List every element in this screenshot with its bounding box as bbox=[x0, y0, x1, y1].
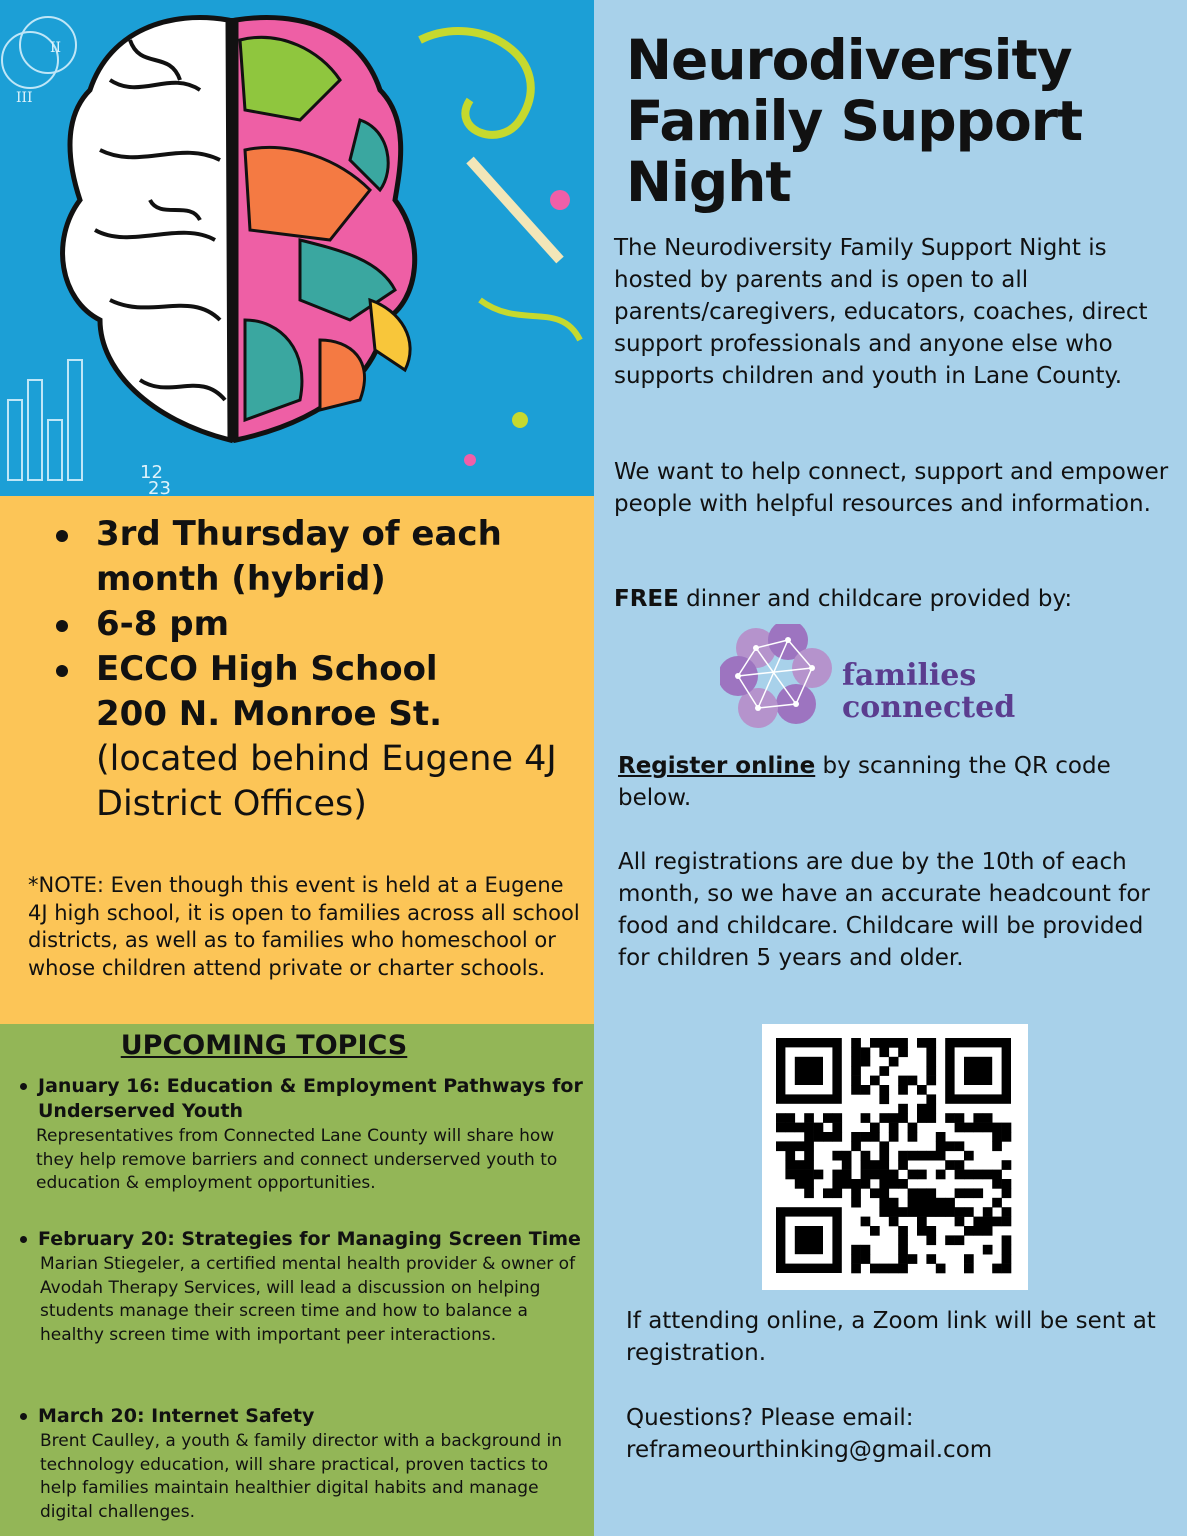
event-address-text: 200 N. Monroe St. bbox=[96, 694, 443, 734]
upcoming-topics bbox=[0, 1024, 594, 1536]
topic-title-text: January 16: Education & Employment Pathways for Underserved Youth bbox=[38, 1075, 583, 1122]
contact-email[interactable]: reframeourthinking@gmail.com bbox=[626, 1437, 993, 1463]
event-time-text: 6-8 pm bbox=[96, 604, 230, 644]
topic-title bbox=[20, 1404, 586, 1429]
topic-item bbox=[20, 1404, 586, 1524]
free-text bbox=[614, 583, 1174, 615]
deadline-text: All registrations are due by the 10th of each month, so we have an accurate headcount for food and childcare. Childcare will be provided for children 5 years and older. bbox=[618, 849, 1150, 971]
bullet-icon bbox=[20, 1413, 27, 1420]
topic-title-text: February 20: Strategies for Managing Screen Time bbox=[38, 1228, 581, 1250]
bullet-icon bbox=[56, 620, 68, 632]
event-schedule-text: 3rd Thursday of each month (hybrid) bbox=[96, 514, 502, 599]
topic-title bbox=[20, 1227, 586, 1252]
hero-image bbox=[0, 0, 594, 496]
free-rest-text: dinner and childcare provided by: bbox=[678, 586, 1073, 612]
topic-item bbox=[20, 1227, 586, 1347]
event-note: *NOTE: Even though this event is held at a Eugene 4J high school, it is open to families across all school districts, as well as to families who homeschool or whose children attend private or charter schools. bbox=[28, 873, 580, 980]
topic-title bbox=[20, 1074, 586, 1124]
register-text bbox=[618, 750, 1178, 814]
right-column bbox=[594, 0, 1187, 1536]
register-rest-text: by scanning the QR code below. bbox=[618, 753, 1111, 811]
topic-item bbox=[20, 1074, 586, 1196]
event-location bbox=[56, 647, 586, 827]
brain-illustration bbox=[0, 0, 594, 496]
event-schedule bbox=[56, 512, 586, 602]
logo-line2: connected bbox=[842, 690, 1016, 725]
qr-code-icon[interactable] bbox=[762, 1024, 1028, 1290]
bullet-icon bbox=[20, 1236, 27, 1243]
zoom-text: If attending online, a Zoom link will be sent at registration. bbox=[626, 1308, 1156, 1366]
topic-description: Brent Caulley, a youth & family director with a background in technology education, will share practical, proven tactics to help families maintain healthier digital habits and manage digital challenges. bbox=[40, 1431, 562, 1522]
questions-text: Questions? Please email: bbox=[626, 1405, 914, 1431]
event-venue-text: ECCO High School bbox=[96, 649, 438, 689]
register-online-link[interactable]: Register online bbox=[618, 753, 816, 779]
topic-description: Representatives from Connected Lane County will share how they help remove barriers and connect underserved youth to education & employment opportunities. bbox=[36, 1126, 558, 1193]
event-address-note: (located behind Eugene 4J District Offices) bbox=[96, 739, 557, 824]
event-details-list bbox=[56, 512, 586, 827]
mission-text: We want to help connect, support and empower people with helpful resources and information. bbox=[614, 459, 1169, 517]
ruler-label: 23 bbox=[148, 478, 171, 496]
bullet-icon bbox=[56, 665, 68, 677]
page-title: Neurodiversity Family Support Night bbox=[626, 28, 1083, 214]
free-label: FREE bbox=[614, 586, 679, 612]
logo-text bbox=[842, 660, 1015, 724]
doodle-label: III bbox=[16, 90, 33, 106]
ruler-label: 12 bbox=[140, 462, 163, 483]
doodle-label: II bbox=[50, 40, 62, 56]
intro-text: The Neurodiversity Family Support Night is hosted by parents and is open to all parents/caregivers, educators, coaches, direct support professionals and anyone else who supports children and youth in Lane County. bbox=[614, 235, 1148, 389]
bullet-icon bbox=[56, 530, 68, 542]
topic-description: Marian Stiegeler, a certified mental health provider & owner of Avodah Therapy Services, will lead a discussion on helping students manage their screen time and how to balance a healthy screen time with important peer interactions. bbox=[40, 1254, 576, 1345]
event-details bbox=[0, 496, 594, 1024]
event-time bbox=[56, 602, 586, 647]
logo-line1: families bbox=[842, 658, 977, 693]
bullet-icon bbox=[20, 1083, 27, 1090]
topics-heading: UPCOMING TOPICS bbox=[120, 1030, 408, 1061]
topic-title-text: March 20: Internet Safety bbox=[38, 1405, 315, 1427]
